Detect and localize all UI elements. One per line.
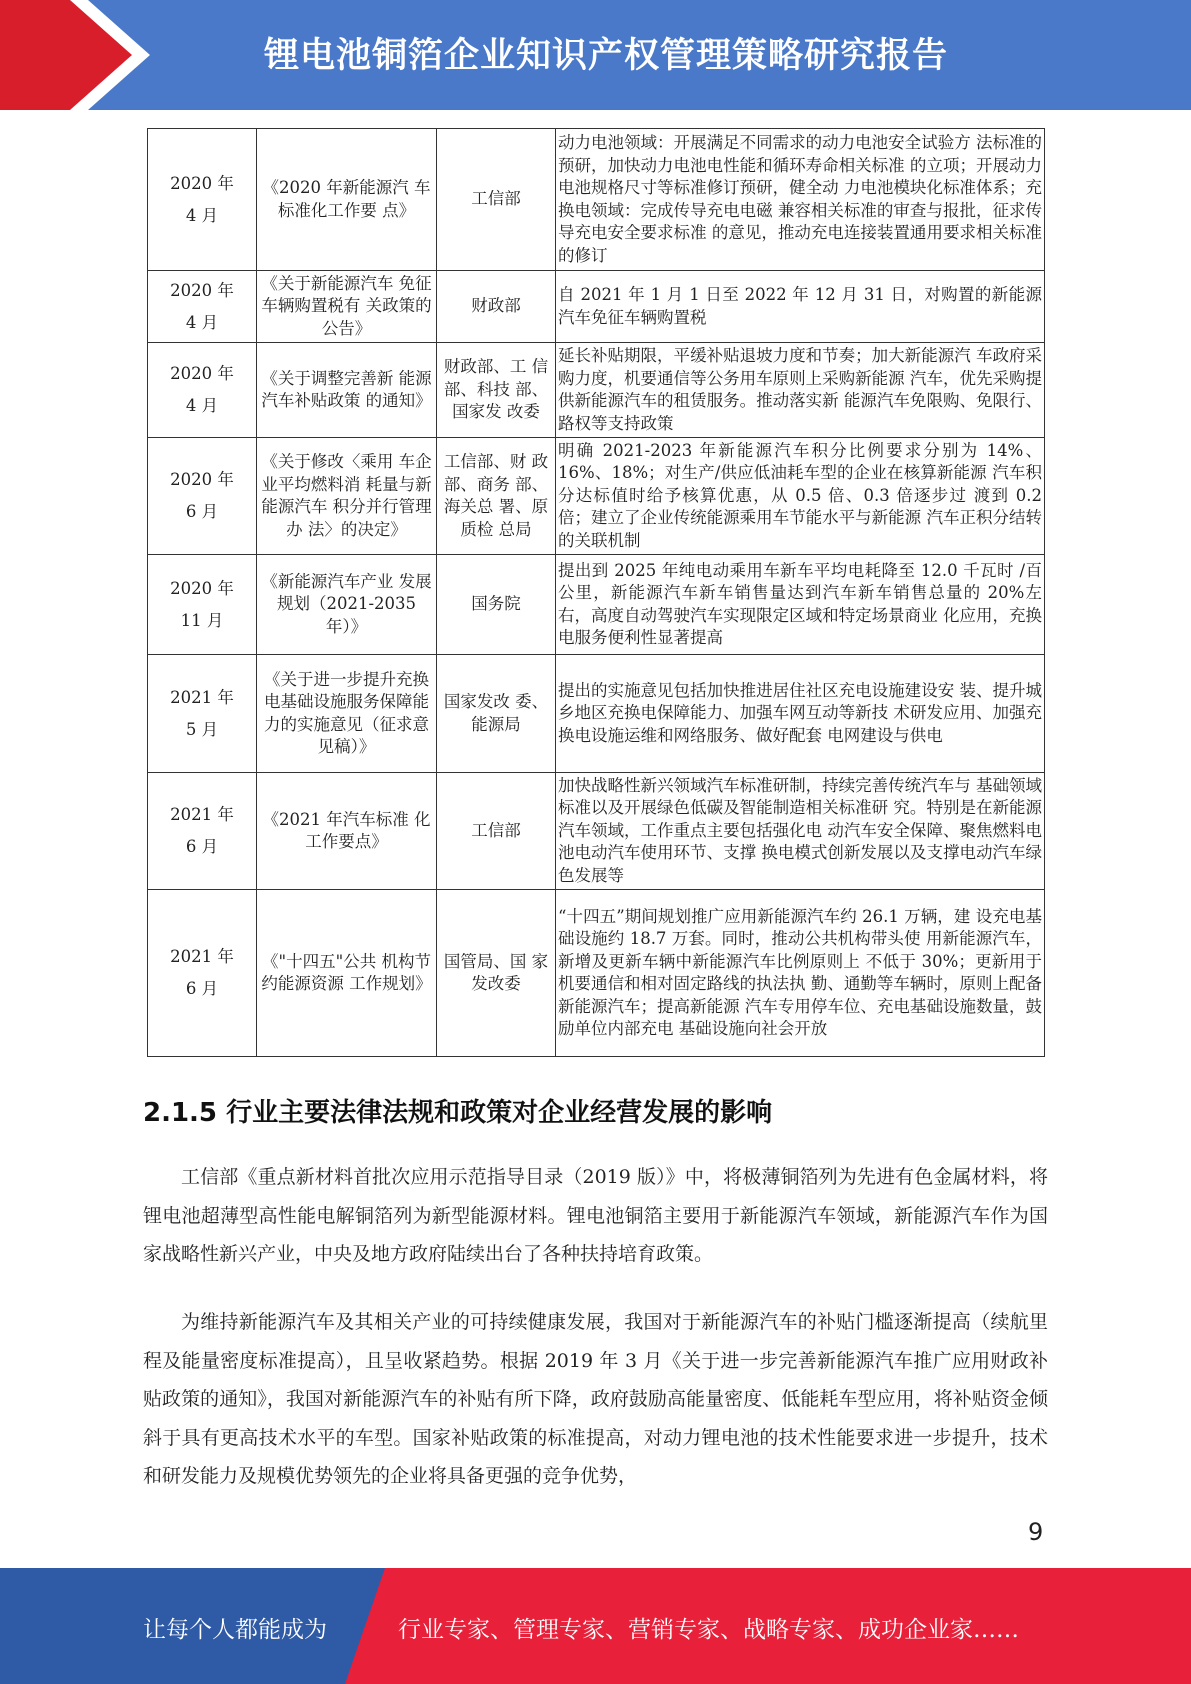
page-number: 9 (1028, 1518, 1044, 1546)
row-department: 国务院 (437, 555, 556, 655)
table-row (148, 773, 1045, 890)
row-document: 《2021 年汽车标准 化工作要点》 (257, 773, 437, 890)
row-document: 《关于调整完善新 能源汽车补贴政策 的通知》 (257, 343, 437, 438)
row-date: 2020 年 11 月 (148, 555, 257, 655)
report-title: 锂电池铜箔企业知识产权管理策略研究报告 (264, 36, 949, 76)
row-date: 2020 年 6 月 (148, 438, 257, 555)
table-row (148, 343, 1045, 438)
row-department: 财政部、工 信部、科技 部、国家发 改委 (437, 343, 556, 438)
row-date: 2020 年 4 月 (148, 129, 257, 271)
row-document: 《新能源汽车产业 发展规划（2021-2035 年）》 (257, 555, 437, 655)
row-content: “十四五”期间规划推广应用新能源汽车约 26.1 万辆，建 设充电基础设施约 18.7 万套。同时，推动公共机构带头使 用新能源汽车，新增及更新车辆中新能源汽车比例原则上 不低于 30%；更新用于机要通信和相对固定路线的执法执 勤、通勤等车辆时，原则上配备新能源汽车；提高新能源 汽车专用停车位、充电基础设施数量，鼓励单位内部充电 基础设施向社会开放 (556, 890, 1045, 1057)
page-footer (0, 1568, 1191, 1684)
row-document: 《2020 年新能源汽 车标准化工作要 点》 (257, 129, 437, 271)
row-content: 动力电池领域：开展满足不同需求的动力电池安全试验方 法标准的预研，加快动力电池电性能和循环寿命相关标准 的立项；开展动力电池规格尺寸等标准修订预研，健全动 力电池模块化标准体系；充换电领域：完成传导充电电磁 兼容相关标准的审查与报批，征求传导充电安全要求标准 的意见，推动充电连接装置通用要求相关标准的修订 (556, 129, 1045, 271)
row-date: 2021 年 6 月 (148, 773, 257, 890)
body-paragraph: 工信部《重点新材料首批次应用示范指导目录（2019 版）》中，将极薄铜箔列为先进有色金属材料，将锂电池超薄型高性能电解铜箔列为新型能源材料。锂电池铜箔主要用于新能源汽车领域，新能源汽车作为国家战略性新兴产业，中央及地方政府陆续出台了各种扶持培育政策。 (143, 1166, 1048, 1265)
body-paragraph: 为维持新能源汽车及其相关产业的可持续健康发展，我国对于新能源汽车的补贴门槛逐渐提高（续航里程及能量密度标准提高），且呈收紧趋势。根据 2019 年 3 月《关于进一步完善新能源汽车推广应用财政补贴政策的通知》，我国对新能源汽车的补贴有所下降，政府鼓励高能量密度、低能耗车型应用，将补贴资金倾斜于具有更高技术水平的车型。国家补贴政策的标准提高，对动力锂电池的技术性能要求进一步提升，技术和研发能力及规模优势领先的企业将具备更强的竞争优势， (143, 1311, 1048, 1487)
row-content: 提出的实施意见包括加快推进居住社区充电设施建设安 装、提升城乡地区充换电保障能力、加强车网互动等新技 术研发应用、加强充换电设施运维和网络服务、做好配套 电网建设与供电 (556, 655, 1045, 773)
row-department: 国家发改 委、能源局 (437, 655, 556, 773)
row-content: 加快战略性新兴领域汽车标准研制，持续完善传统汽车与 基础领域标准以及开展绿色低碳及智能制造相关标准研 究。特别是在新能源汽车领域，工作重点主要包括强化电 动汽车安全保障、聚焦燃料电池电动汽车使用环节、支撑 换电模式创新发展以及支撑电动汽车绿色发展等 (556, 773, 1045, 890)
table-row (148, 655, 1045, 773)
table-row (148, 438, 1045, 555)
table-row (148, 890, 1045, 1057)
row-document: 《关于进一步提升充换电基础设施服务保障能力的实施意见（征求意见稿）》 (257, 655, 437, 773)
row-document: 《关于修改〈乘用 车企业平均燃料消 耗量与新能源汽车 积分并行管理办 法〉的决定》 (257, 438, 437, 555)
footer-slogan-left: 让每个人都能成为 (143, 1617, 327, 1643)
row-department: 财政部 (437, 271, 556, 343)
table-row (148, 129, 1045, 271)
row-date: 2021 年 5 月 (148, 655, 257, 773)
row-content: 提出到 2025 年纯电动乘用车新车平均电耗降至 12.0 千瓦时 /百公里，新能源汽车新车销售量达到汽车新车销售总量的 20%左右，高度自动驾驶汽车实现限定区域和特定场景商业 化应用，充换电服务便利性显著提高 (556, 555, 1045, 655)
row-department: 工信部 (437, 129, 556, 271)
row-content: 自 2021 年 1 月 1 日至 2022 年 12 月 31 日，对购置的新能源汽车免征车辆购置税 (556, 271, 1045, 343)
row-date: 2021 年 6 月 (148, 890, 257, 1057)
page-header (0, 0, 1191, 110)
row-department: 国管局、国 家发改委 (437, 890, 556, 1057)
row-content: 明确 2021-2023 年新能源汽车积分比例要求分别为 14%、16%、18%；对生产/供应低油耗车型的企业在核算新能源 汽车积分达标值时给予核算优惠，从 0.5 倍、0.3 倍逐步过 渡到 0.2 倍；建立了企业传统能源乘用车节能水平与新能源 汽车正积分结转的关联机制 (556, 438, 1045, 555)
row-content: 延长补贴期限，平缓补贴退坡力度和节奏；加大新能源汽 车政府采购力度，机要通信等公务用车原则上采购新能源 汽车，优先采购提供新能源汽车的租赁服务。推动落实新 能源汽车免限购、免限行、路权等支持政策 (556, 343, 1045, 438)
row-document: 《关于新能源汽车 免征车辆购置税有 关政策的公告》 (257, 271, 437, 343)
policy-table (147, 128, 1045, 1057)
row-document: 《"十四五"公共 机构节约能源资源 工作规划》 (257, 890, 437, 1057)
table-row (148, 271, 1045, 343)
section-heading: 2.1.5 行业主要法律法规和政策对企业经营发展的影响 (143, 1098, 773, 1128)
row-department: 工信部 (437, 773, 556, 890)
row-date: 2020 年 4 月 (148, 343, 257, 438)
header-red-chevron (0, 0, 150, 110)
row-department: 工信部、财 政部、商务 部、海关总 署、原质检 总局 (437, 438, 556, 555)
footer-slogan-right: 行业专家、管理专家、营销专家、战略专家、成功企业家…… (398, 1617, 1019, 1643)
table-row (148, 555, 1045, 655)
row-date: 2020 年 4 月 (148, 271, 257, 343)
